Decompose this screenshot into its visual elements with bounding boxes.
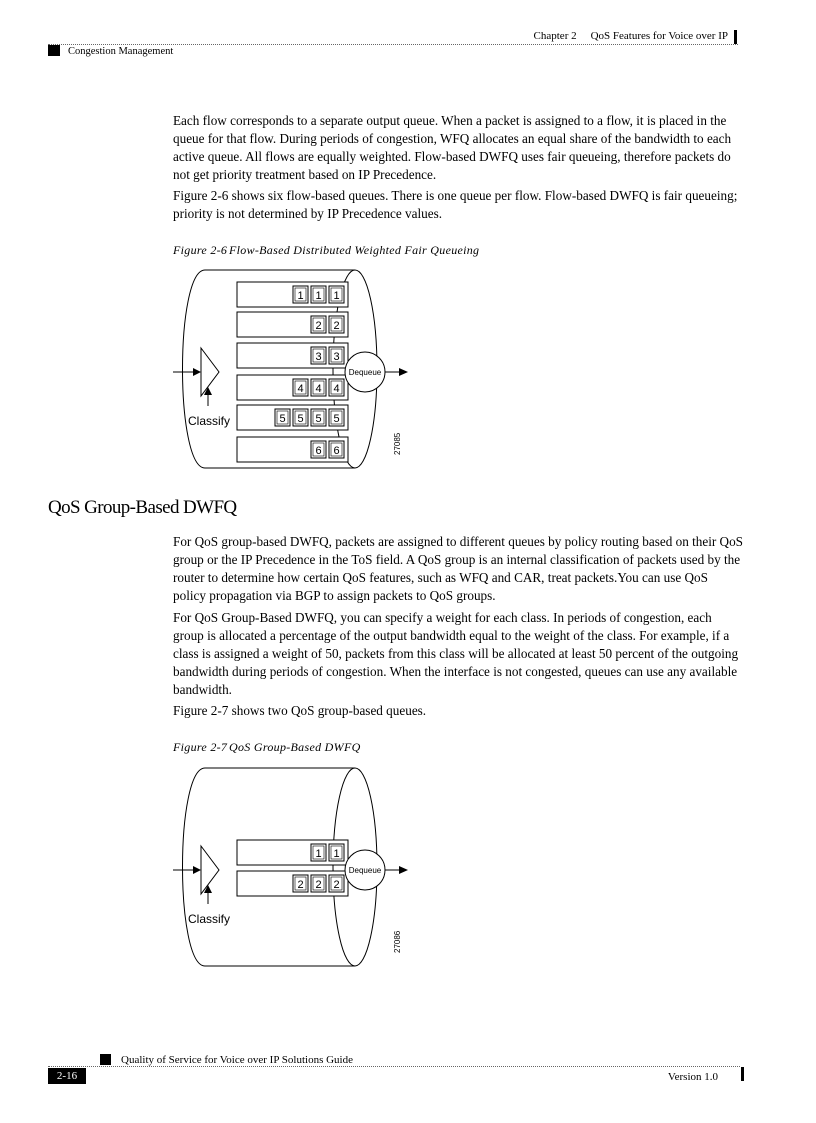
footer-rule (48, 1066, 740, 1067)
packet-label: 2 (315, 879, 322, 891)
packet-label: 5 (333, 413, 340, 425)
figure-caption-2-6 (173, 243, 479, 258)
packet-label: 4 (297, 383, 304, 395)
paragraph-figure-2-7-intro: Figure 2-7 shows two QoS group-based queues. (173, 703, 427, 718)
packet-label: 4 (315, 383, 322, 395)
dequeue-label: Dequeue (348, 866, 382, 875)
packet-label: 5 (279, 413, 286, 425)
packet-label: 5 (297, 413, 304, 425)
running-header-section: Congestion Management (68, 46, 174, 57)
output-arrowhead (399, 368, 408, 376)
header-square-marker (48, 45, 60, 56)
header-rule (48, 44, 738, 45)
output-arrowhead (399, 866, 408, 874)
page-number: 2-16 (48, 1068, 86, 1084)
packet-label: 1 (315, 848, 322, 860)
figure-title: QoS Group-Based DWFQ (229, 740, 361, 754)
input-arrowhead (193, 368, 201, 376)
packet-label: 6 (333, 445, 340, 457)
paragraph-qos-group-intro: For QoS group-based DWFQ, packets are assigned to different queues by policy routing based on their QoS group or the IP Precedence in the ToS field. A QoS group is an internal classification of packets used by the router to determine how certain QoS features, such as WFQ and CAR, treat packets.You can use QoS policy propagation via BGP to assign packets to QoS groups. (173, 534, 743, 603)
classifier-triangle (201, 846, 219, 894)
figure-caption-2-7 (173, 740, 361, 755)
packet-label: 2 (315, 320, 322, 332)
packet-label: 3 (315, 351, 322, 363)
figure-2-6-diagram (170, 262, 420, 474)
packet-label: 2 (333, 879, 340, 891)
figure-id: 27086 (393, 930, 402, 953)
packet-label: 3 (333, 351, 340, 363)
packet-label: 1 (315, 290, 322, 302)
figure-2-7-diagram (170, 760, 420, 972)
input-arrowhead (193, 866, 201, 874)
paragraph-flow-queues: Each flow corresponds to a separate output queue. When a packet is assigned to a flow, it is placed in the queue for that flow. During periods of congestion, WFQ allocates an equal share of the bandwidth to each active queue. All flows are equally weighted. Flow-based DWFQ uses fair queueing, therefore packets do not get priority treatment based on IP Precedence. (173, 113, 732, 182)
footer-bar-marker (741, 1067, 744, 1081)
figure-title: Flow-Based Distributed Weighted Fair Queueing (229, 243, 480, 257)
figure-label: Figure 2-6 (173, 243, 228, 257)
packet-label: 5 (315, 413, 322, 425)
packet-label: 1 (297, 290, 304, 302)
packet-label: 4 (333, 383, 340, 395)
chapter-title: QoS Features for Voice over IP (590, 30, 728, 42)
packet-label: 2 (333, 320, 340, 332)
figure-label: Figure 2-7 (173, 740, 228, 754)
figure-id: 27085 (393, 432, 402, 455)
packet-label: 6 (315, 445, 322, 457)
section-heading: QoS Group-Based DWFQ (48, 497, 237, 518)
footer-version: Version 1.0 (667, 1071, 718, 1083)
packet-label: 1 (333, 290, 340, 302)
paragraph-figure-2-6-intro: Figure 2-6 shows six flow-based queues. There is one queue per flow. Flow-based DWFQ is fair queueing; priority is not determined by IP Precedence values. (173, 188, 738, 221)
dequeue-label: Dequeue (348, 368, 382, 377)
header-bar-marker (734, 30, 737, 44)
footer-square-marker (100, 1054, 111, 1065)
classify-label: Classify (188, 414, 231, 428)
classify-label: Classify (188, 912, 231, 926)
paragraph-qos-group-weights: For QoS Group-Based DWFQ, you can specify a weight for each class. In periods of congestion, each group is allocated a percentage of the output bandwidth equal to the weight of the class. For example, if a class is assigned a weight of 50, packets from this class will be allocated at least 50 percent of the outgoing bandwidth during periods of congestion. When the interface is not congested, queues can use any available bandwidth. (173, 610, 739, 697)
footer-book-title: Quality of Service for Voice over IP Solutions Guide (121, 1054, 353, 1066)
running-header-chapter (534, 30, 728, 42)
classifier-triangle (201, 348, 219, 396)
chapter-number: Chapter 2 (533, 30, 577, 42)
packet-label: 2 (297, 879, 304, 891)
packet-label: 1 (333, 848, 340, 860)
